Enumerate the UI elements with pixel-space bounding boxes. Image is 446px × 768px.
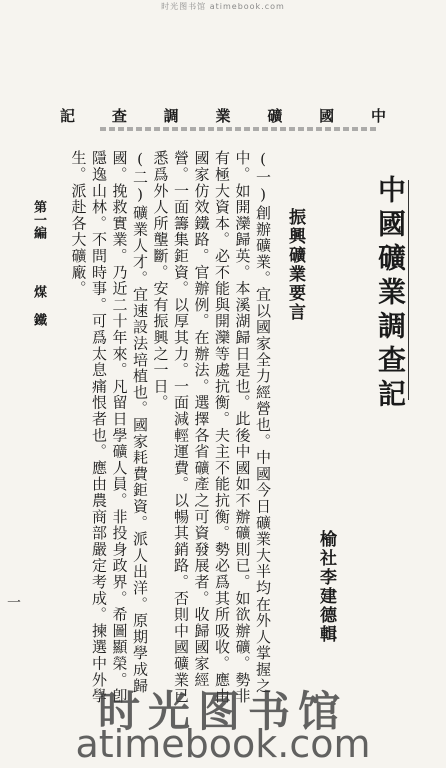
- running-head-char: 國: [319, 106, 335, 125]
- watermark-english: atimebook.com: [75, 722, 371, 766]
- running-head-char: 中: [370, 106, 386, 125]
- running-head-char: 礦: [267, 106, 283, 125]
- chapter-label: 第一編: [31, 200, 46, 239]
- page-title: 中國礦業調查記: [374, 175, 407, 413]
- site-header: 时光图书馆 atimebook.com: [161, 2, 285, 11]
- body-text: [69, 150, 273, 710]
- running-head-char: 查: [111, 106, 127, 125]
- margin-chapter-label: [30, 200, 46, 326]
- running-head-char: 業: [215, 106, 231, 125]
- page-number: 一: [5, 595, 21, 609]
- paragraph: (一)創辦礦業。宜以國家全力經營也。中國今日礦業大半均在外人掌握之中。如開灤歸英。本溪湖歸日是也。此後中國如不辦礦則已。如欲辦礦。勢非有極大資本。必不能與開灤等處抗衡。夫主不能抗衡。勢必爲其所吸收。應由國家仿效鐵路。官辦例。在辦法。選擇各省礦產之可資發展者。收歸國家經營。一面籌集鉅資。以厚其力。一面減輕運費。以暢其銷路。否則中國礦業已悉爲外人所壟斷。安有振興之一日。: [151, 150, 272, 705]
- author-line: 榆社李建德輯: [316, 530, 336, 644]
- watermark: [0, 688, 446, 764]
- watermark-chinese: 时光图书馆: [97, 687, 348, 736]
- chapter-subject: 煤 鐵: [31, 285, 46, 326]
- running-head: [60, 103, 386, 127]
- running-head-char: 記: [60, 106, 76, 125]
- running-head-char: 調: [163, 106, 179, 125]
- title-frame: [408, 180, 412, 400]
- section-heading: 振興礦業要言: [285, 208, 305, 322]
- paragraph: (二)礦業人才。宜速設法培植也。國家耗費鉅資。派人出洋。原期學成歸國。挽救實業。乃近二十年來。凡留日學礦人員。非投身政界。希圖顯榮。卽隱逸山林。不問時事。可爲太息痛恨者也。應由農商部嚴定考成。揀選中外學生。派赴各大礦廠。: [69, 150, 149, 705]
- header-rule: [100, 127, 376, 131]
